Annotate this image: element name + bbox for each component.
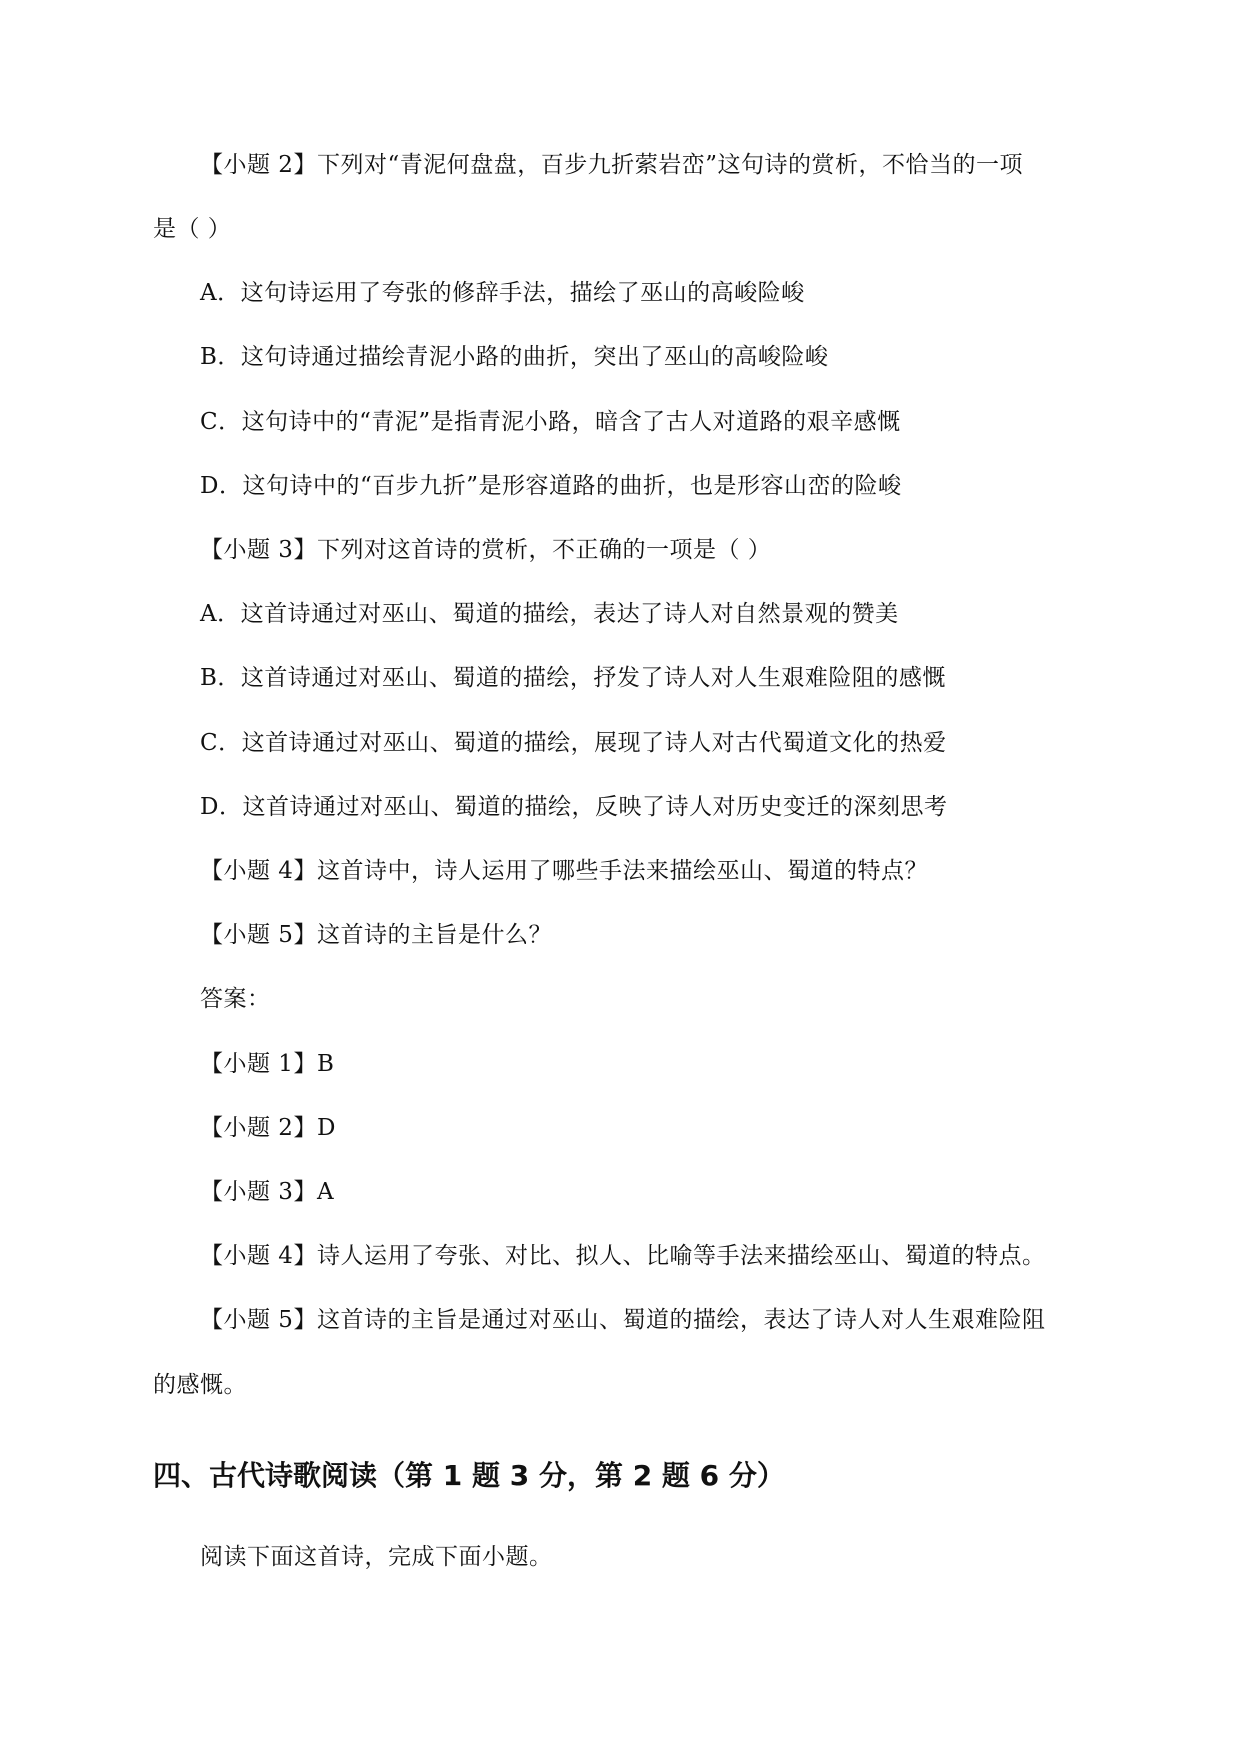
section-4-instruction: 阅读下面这首诗，完成下面小题。 [200, 1544, 553, 1570]
question-5-stem: 【小题 5】这首诗的主旨是什么？ [200, 922, 552, 948]
section-4-heading: 四、古代诗歌阅读（第 1 题 3 分，第 2 题 6 分） [153, 1459, 785, 1492]
question-4-stem: 【小题 4】这首诗中，诗人运用了哪些手法来描绘巫山、蜀道的特点？ [200, 858, 928, 884]
question-3-option-a: A．这首诗通过对巫山、蜀道的描绘，表达了诗人对自然景观的赞美 [200, 601, 899, 627]
question-2-stem-line-2: 是（ ） [153, 216, 232, 242]
question-2-option-d: D．这句诗中的“百步九折”是形容道路的曲折，也是形容山峦的险峻 [200, 473, 902, 499]
answer-5-line-1: 【小题 5】这首诗的主旨是通过对巫山、蜀道的描绘，表达了诗人对人生艰难险阻 [200, 1307, 1046, 1333]
question-3-option-b: B．这首诗通过对巫山、蜀道的描绘，抒发了诗人对人生艰难险阻的感慨 [200, 665, 946, 691]
question-3-option-d: D．这首诗通过对巫山、蜀道的描绘，反映了诗人对历史变迁的深刻思考 [200, 794, 948, 820]
question-2-option-c: C．这句诗中的“青泥”是指青泥小路，暗含了古人对道路的艰辛感慨 [200, 409, 901, 435]
question-2-stem-line-1: 【小题 2】下列对“青泥何盘盘，百步九折萦岩峦”这句诗的赏析，不恰当的一项 [200, 152, 1023, 178]
answer-5-line-2: 的感慨。 [153, 1372, 247, 1398]
question-3-stem: 【小题 3】下列对这首诗的赏析，不正确的一项是（ ） [200, 537, 772, 563]
answer-3: 【小题 3】A [200, 1179, 335, 1205]
answers-label: 答案： [200, 986, 271, 1012]
question-3-option-c: C．这首诗通过对巫山、蜀道的描绘，展现了诗人对古代蜀道文化的热爱 [200, 730, 947, 756]
answer-4: 【小题 4】诗人运用了夸张、对比、拟人、比喻等手法来描绘巫山、蜀道的特点。 [200, 1243, 1046, 1269]
question-2-option-b: B．这句诗通过描绘青泥小路的曲折，突出了巫山的高峻险峻 [200, 344, 829, 370]
answer-2: 【小题 2】D [200, 1115, 336, 1141]
answer-1: 【小题 1】B [200, 1051, 335, 1077]
question-2-option-a: A．这句诗运用了夸张的修辞手法，描绘了巫山的高峻险峻 [200, 280, 805, 306]
